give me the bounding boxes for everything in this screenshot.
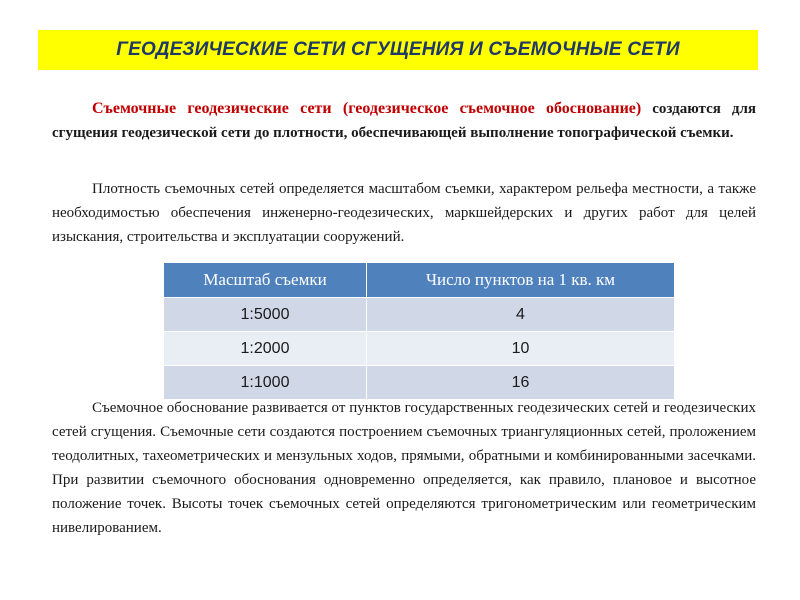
table-cell-scale: 1:5000 [164,298,367,332]
scale-density-table [163,262,675,400]
table-cell-scale: 1:1000 [164,366,367,400]
density-paragraph [52,177,756,249]
definition-paragraph [52,97,756,145]
density-text: Плотность съемочных сетей определяется масштабом съемки, характером рельефа местности, а также необходимостью обеспечения инженерно-геодезических, маркшейдерских и других работ для целей изыскания, строительства и эксплуатации сооружений. [52,181,756,245]
table-cell-points: 16 [367,366,675,400]
definition-term: Съемочные геодезические сети (геодезическое съемочное обоснование) [92,100,642,117]
slide-title: ГЕОДЕЗИЧЕСКИЕ СЕТИ СГУЩЕНИЯ И СЪЕМОЧНЫЕ СЕТИ [116,39,680,60]
table-row [164,332,675,366]
table-row [164,298,675,332]
table-header-scale: Масштаб съемки [164,263,367,298]
table-cell-points: 4 [367,298,675,332]
slide-title-bar [38,30,758,70]
survey-basis-paragraph [52,396,756,540]
table-cell-scale: 1:2000 [164,332,367,366]
table-cell-points: 10 [367,332,675,366]
definition-text: создаются для сгущения геодезической сети до плотности, обеспечивающей выполнение топографической съемки. [52,101,756,141]
table-header-points: Число пунктов на 1 кв. км [367,263,675,298]
survey-basis-text: Съемочное обоснование развивается от пунктов государственных геодезических сетей и геодезических сетей сгущения. Съемочные сети создаются построением съемочных триангуляционных сетей, проложением теодолитных, тахеометрических и мензульных ходов, прямыми, обратными и комбинированными засечками. При развитии съемочного обоснования одновременно определяется, как правило, плановое и высотное положение точек. [52,400,756,512]
table-row [164,366,675,400]
survey-basis-heights: Высоты точек съемочных сетей определяются тригонометрическим или геометрическим нивелированием. [52,496,756,536]
table-header-row [164,263,675,298]
